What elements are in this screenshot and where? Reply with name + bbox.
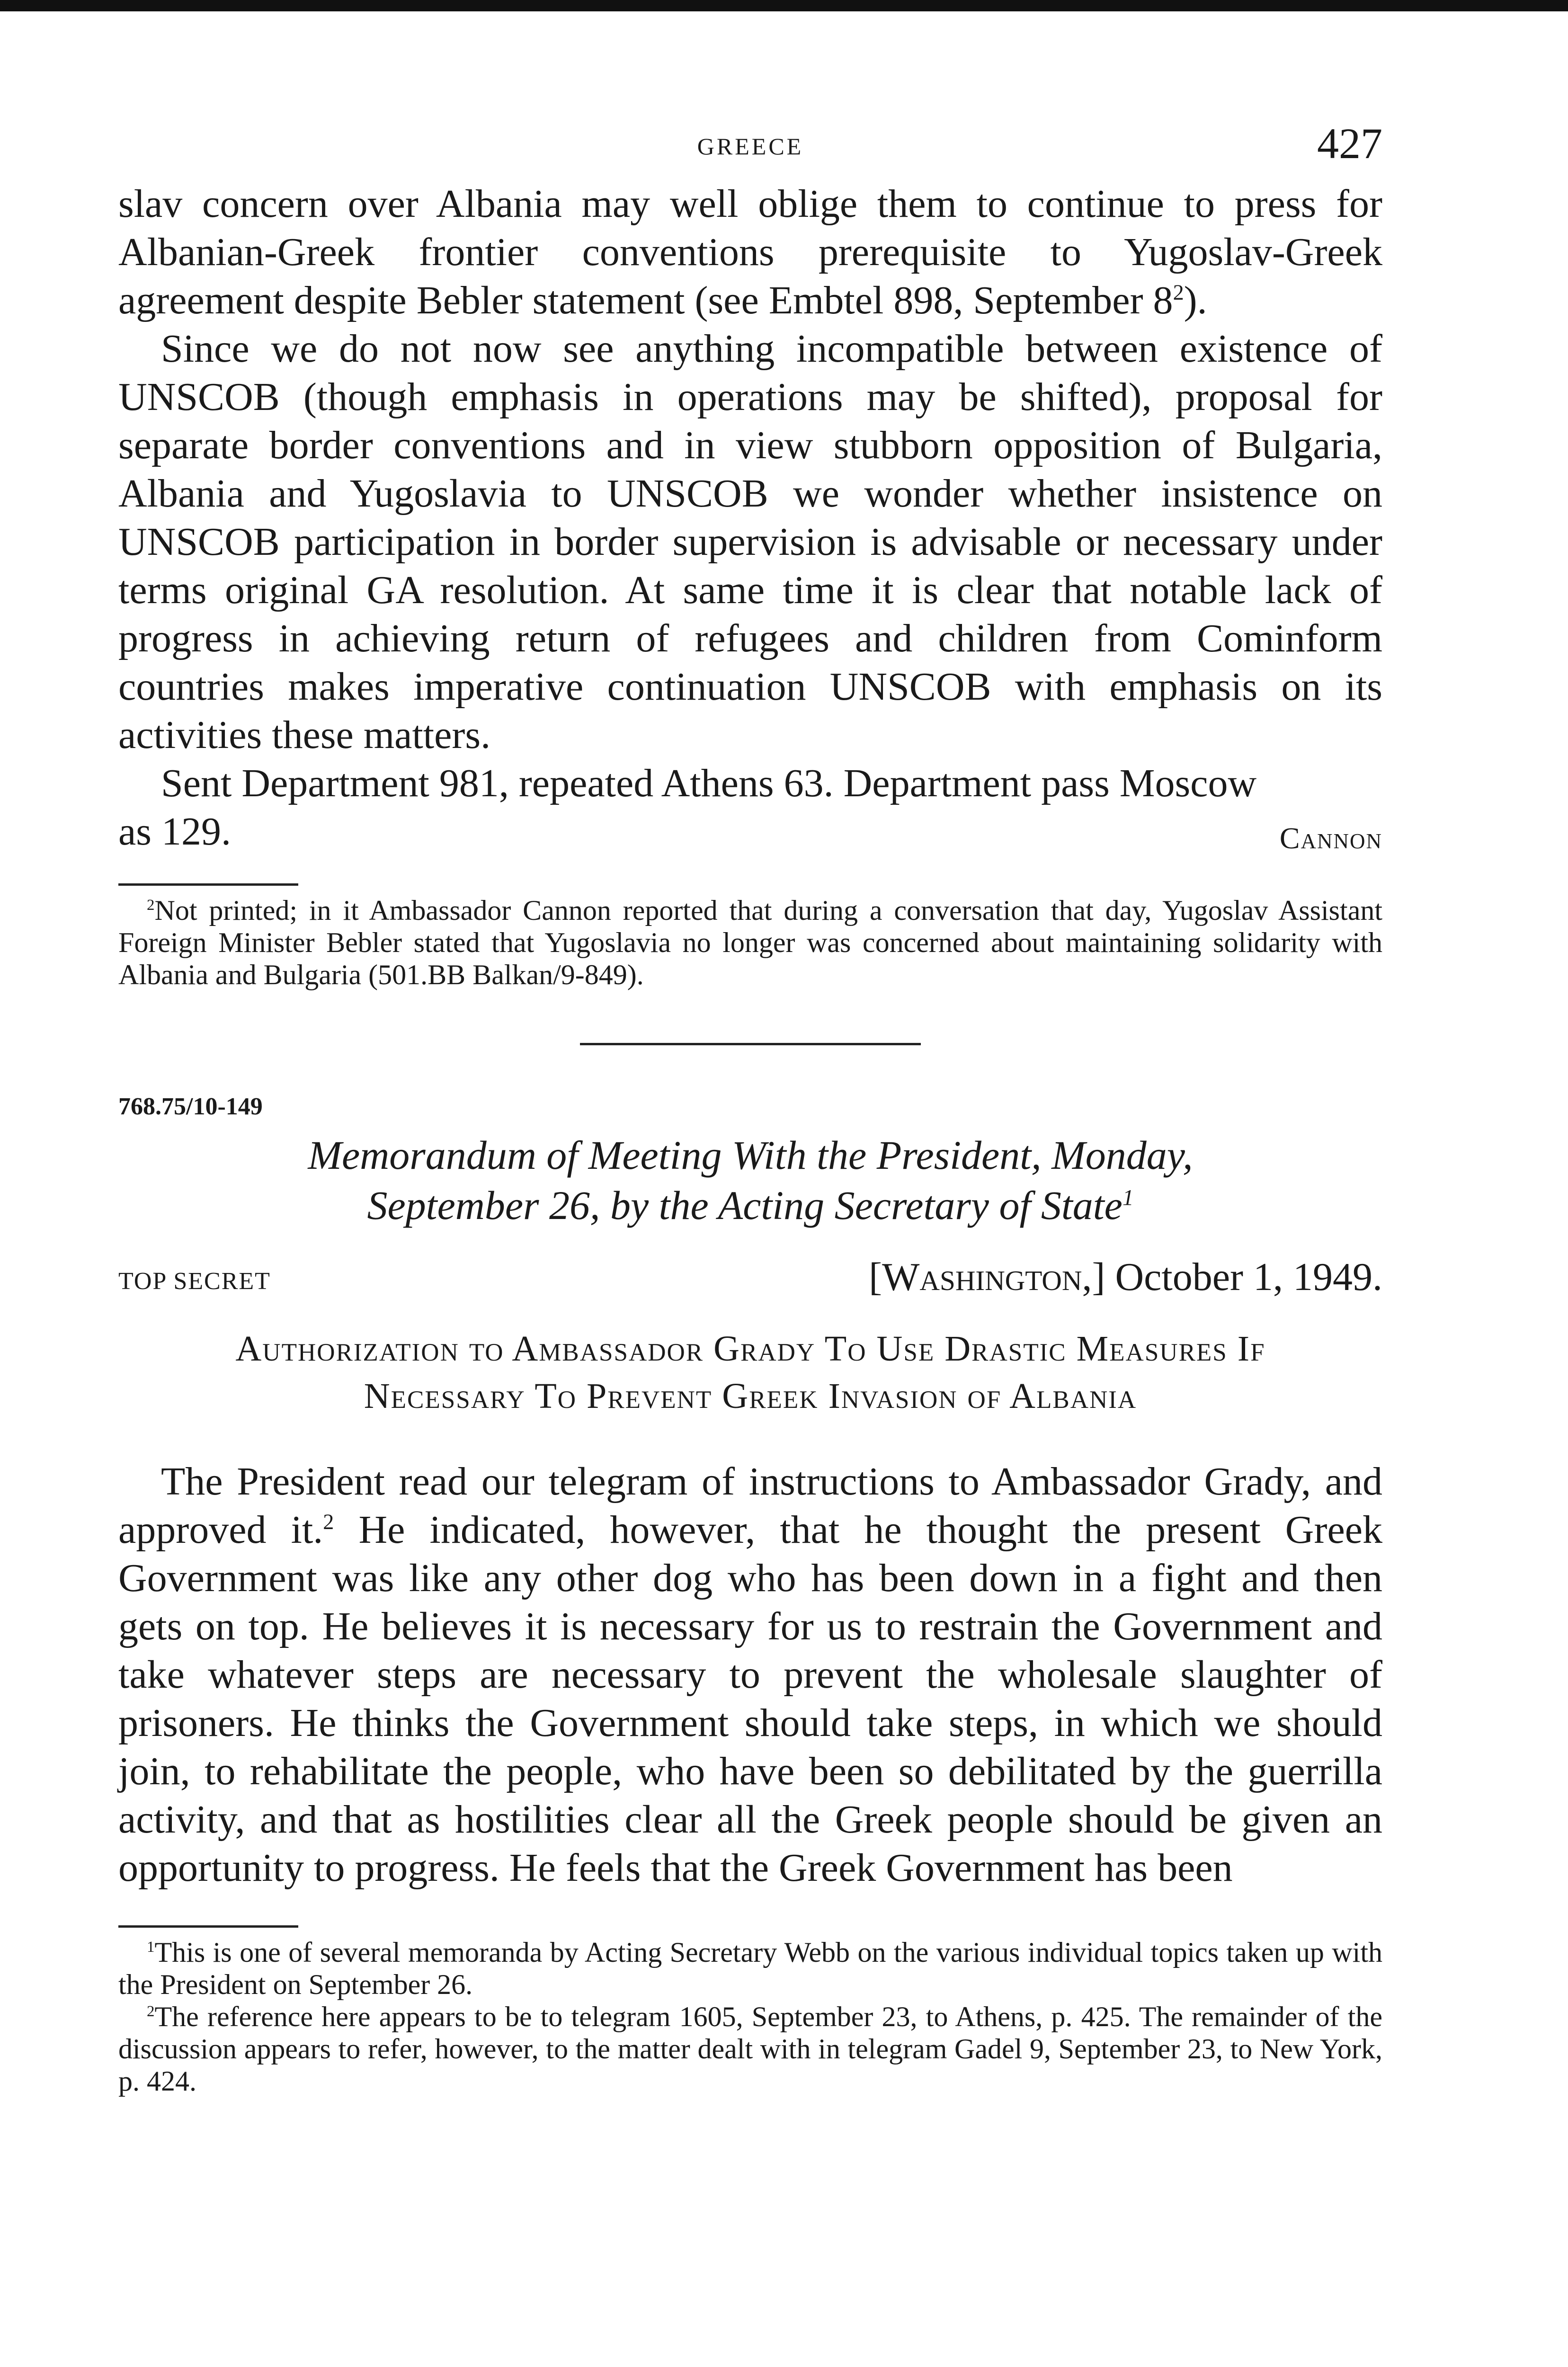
footnote-marker: 1 <box>147 1939 155 1956</box>
signature: Cannon <box>1279 821 1382 855</box>
dateline-place: [Washington,] <box>869 1255 1105 1299</box>
memo-subject-line-1: Authorization to Ambassador Grady To Use Drastic Measures If <box>235 1329 1265 1369</box>
running-head: GREECE <box>697 133 804 160</box>
file-number: 768.75/10-149 <box>118 1093 263 1120</box>
memo-title-line-1: Memorandum of Meeting With the President, Monday, <box>308 1132 1193 1178</box>
telegram-paragraph-1-text-a: slav concern over Albania may well oblige them to continue to press for Albanian-Greek frontier conventions prerequisite to Yugoslav-Greek agreement despite Bebler statement (see Embtel 898, September 8 <box>118 182 1382 322</box>
telegram-paragraph-3-line-2: as 129. <box>118 810 231 854</box>
dateline-date: October 1, 1949. <box>1115 1255 1382 1299</box>
telegram-paragraph-2: Since we do not now see anything incompatible between existence of UNSCOB (though emphasis in operations may be shifted), proposal for separate border conventions and in view stubborn opposition of Bulgaria, Albania and Yugoslavia to UNSCOB we wonder whether insistence on UNSCOB participation in border supervision is advisable or necessary under terms original GA resolution. At same time it is clear that notable lack of progress in achieving return of refugees and children from Cominform countries makes imperative continuation UNSCOB with emphasis on its activities these matters. <box>118 327 1382 757</box>
telegram-paragraph-1 <box>118 180 1382 325</box>
memo-title <box>118 1130 1382 1230</box>
page-top-edge <box>0 0 1568 11</box>
footnote-marker: 2 <box>147 2003 155 2020</box>
document-page <box>118 104 1382 2097</box>
page-header <box>118 104 1382 180</box>
classification-row <box>118 1254 1382 1306</box>
memo-subject <box>118 1325 1382 1420</box>
dateline <box>869 1254 1382 1300</box>
classification: TOP SECRET <box>118 1268 271 1295</box>
footnote-ref: 2 <box>323 1510 334 1534</box>
footnote-ref: 2 <box>1173 280 1184 304</box>
signature-row <box>118 808 1382 855</box>
telegram-paragraph-3-line-1: Sent Department 981, repeated Athens 63. Department pass Moscow <box>161 761 1257 805</box>
footnote-top <box>118 894 1382 991</box>
footnote-text: The reference here appears to be to telegram 1605, September 23, to Athens, p. 425. The remainder of the discussion appears to refer, however, to the matter dealt with in telegram Gadel 9, September 23, to New York, p. 424. <box>118 2001 1382 2097</box>
footnote-text: Not printed; in it Ambassador Cannon reported that during a conversation that day, Yugoslav Assistant Foreign Minister Bebler stated that Yugoslavia no longer was concerned about maintaining solidarity with Albania and Bulgaria (501.BB Balkan/9-849). <box>118 895 1382 990</box>
footnote-divider <box>118 883 298 886</box>
footnote-marker: 2 <box>147 897 155 914</box>
memo-title-line-2: September 26, by the Acting Secretary of State <box>367 1183 1123 1228</box>
memo-body-text-a: The President read our telegram of instructions to Ambassador Grady, and approved it. <box>118 1459 1382 1552</box>
footnote-ref: 1 <box>1122 1185 1134 1210</box>
telegram-paragraph-1-text-b: ). <box>1184 278 1207 322</box>
memo-subject-line-2: Necessary To Prevent Greek Invasion of Albania <box>364 1376 1137 1416</box>
footnote-bottom-1 <box>118 1936 1382 2001</box>
footnote-bottom-2 <box>118 2001 1382 2097</box>
section-divider <box>580 1043 921 1045</box>
page-number: 427 <box>1317 119 1382 168</box>
memo-body-text-b: He indicated, however, that he thought the present Greek Government was like any other dog who has been down in a fight and then gets on top. He believes it is necessary for us to restrain the Government and take whatever steps are necessary to prevent the wholesale slaughter of prisoners. He thinks the Government should take steps, in which we should join, to rehabilitate the people, who have been so debilitated by the guerrilla activity, and that as hostilities clear all the Greek people should be given an opportunity to progress. He feels that the Greek Government has been <box>118 1508 1383 1890</box>
memo-body <box>118 1458 1382 1892</box>
footnote-text: This is one of several memoranda by Acting Secretary Webb on the various individual topics taken up with the President on September 26. <box>118 1937 1382 2000</box>
footnote-divider <box>118 1925 298 1928</box>
